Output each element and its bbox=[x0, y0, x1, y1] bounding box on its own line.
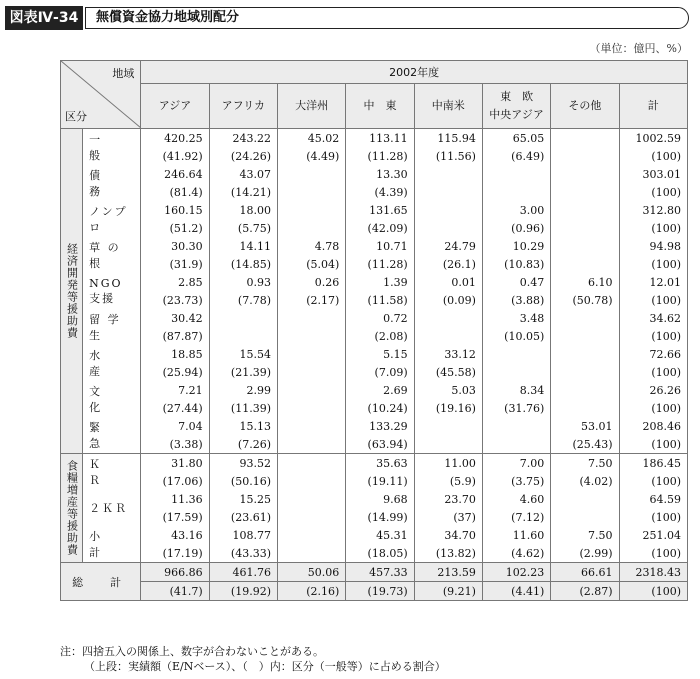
region-header-row bbox=[61, 84, 688, 129]
amount-cell: 5.15 bbox=[346, 345, 414, 363]
amount-cell: 0.93 bbox=[209, 273, 277, 291]
amount-cell: 7.00 bbox=[482, 454, 550, 473]
share-cell: (26.1) bbox=[414, 255, 482, 273]
share-cell bbox=[482, 435, 550, 454]
table-row bbox=[61, 255, 688, 273]
amount-cell: 1.39 bbox=[346, 273, 414, 291]
amount-cell: 312.80 bbox=[619, 201, 687, 219]
table-row bbox=[61, 399, 688, 417]
amount-cell: 420.25 bbox=[141, 129, 209, 148]
share-cell: (100) bbox=[619, 327, 687, 345]
table-body bbox=[61, 129, 688, 601]
share-cell bbox=[551, 255, 619, 273]
amount-cell bbox=[277, 417, 345, 435]
amount-cell: 243.22 bbox=[209, 129, 277, 148]
table-row bbox=[61, 309, 688, 327]
amount-cell: 45.31 bbox=[346, 526, 414, 544]
amount-cell bbox=[482, 345, 550, 363]
amount-cell: 94.98 bbox=[619, 237, 687, 255]
share-cell: (7.78) bbox=[209, 291, 277, 309]
share-cell: (7.09) bbox=[346, 363, 414, 381]
amount-cell: 30.30 bbox=[141, 237, 209, 255]
share-cell bbox=[551, 183, 619, 201]
table-row bbox=[61, 435, 688, 454]
region-header: 計 bbox=[619, 84, 687, 129]
amount-cell: 43.16 bbox=[141, 526, 209, 544]
share-cell: (18.05) bbox=[346, 544, 414, 563]
region-header: 大洋州 bbox=[277, 84, 345, 129]
amount-cell bbox=[551, 165, 619, 183]
figure-title-bar bbox=[5, 6, 689, 30]
amount-cell: 2.99 bbox=[209, 381, 277, 399]
share-cell: (41.92) bbox=[141, 147, 209, 165]
share-cell bbox=[551, 363, 619, 381]
share-cell bbox=[277, 327, 345, 345]
amount-cell bbox=[277, 526, 345, 544]
amount-cell: 131.65 bbox=[346, 201, 414, 219]
share-cell: (4.39) bbox=[346, 183, 414, 201]
amount-cell bbox=[414, 309, 482, 327]
amount-cell: 13.30 bbox=[346, 165, 414, 183]
share-cell bbox=[277, 219, 345, 237]
share-cell bbox=[277, 544, 345, 563]
amount-cell: 0.26 bbox=[277, 273, 345, 291]
share-cell: (5.9) bbox=[414, 472, 482, 490]
amount-cell: 30.42 bbox=[141, 309, 209, 327]
year-header: 2002年度 bbox=[141, 61, 688, 84]
total-amount-cell: 2318.43 bbox=[619, 563, 687, 582]
figure-number: 図表Ⅳ-34 bbox=[5, 6, 83, 30]
row-label: 草 の 根 bbox=[83, 237, 141, 273]
share-cell bbox=[551, 399, 619, 417]
amount-cell: 9.68 bbox=[346, 490, 414, 508]
amount-cell bbox=[277, 490, 345, 508]
amount-cell bbox=[277, 454, 345, 473]
share-cell: (10.05) bbox=[482, 327, 550, 345]
share-cell: (63.94) bbox=[346, 435, 414, 454]
table-row bbox=[61, 544, 688, 563]
share-cell: (31.9) bbox=[141, 255, 209, 273]
share-cell: (23.73) bbox=[141, 291, 209, 309]
share-cell: (25.43) bbox=[551, 435, 619, 454]
amount-cell: 2.85 bbox=[141, 273, 209, 291]
share-cell: (5.75) bbox=[209, 219, 277, 237]
amount-cell: 6.10 bbox=[551, 273, 619, 291]
amount-cell: 24.79 bbox=[414, 237, 482, 255]
amount-cell: 7.04 bbox=[141, 417, 209, 435]
amount-cell: 65.05 bbox=[482, 129, 550, 148]
row-label: ノンプロ bbox=[83, 201, 141, 237]
share-cell: (43.33) bbox=[209, 544, 277, 563]
table-row bbox=[61, 273, 688, 291]
amount-cell: 11.36 bbox=[141, 490, 209, 508]
amount-cell: 8.34 bbox=[482, 381, 550, 399]
share-cell: (4.62) bbox=[482, 544, 550, 563]
amount-cell: 4.60 bbox=[482, 490, 550, 508]
share-cell: (2.17) bbox=[277, 291, 345, 309]
share-cell: (37) bbox=[414, 508, 482, 526]
share-cell: (23.61) bbox=[209, 508, 277, 526]
table-row bbox=[61, 291, 688, 309]
total-share-cell: (19.92) bbox=[209, 582, 277, 601]
share-cell: (11.39) bbox=[209, 399, 277, 417]
total-share-cell: (4.41) bbox=[482, 582, 550, 601]
amount-cell: 15.25 bbox=[209, 490, 277, 508]
amount-cell: 53.01 bbox=[551, 417, 619, 435]
group-label: 食糧増産等援助費 bbox=[61, 454, 83, 563]
amount-cell: 18.85 bbox=[141, 345, 209, 363]
share-cell: (0.09) bbox=[414, 291, 482, 309]
unit-label: （単位：億円、%） bbox=[589, 42, 688, 55]
amount-cell: 72.66 bbox=[619, 345, 687, 363]
amount-cell bbox=[551, 345, 619, 363]
amount-cell: 12.01 bbox=[619, 273, 687, 291]
table-row bbox=[61, 327, 688, 345]
table-row bbox=[61, 472, 688, 490]
amount-cell: 7.21 bbox=[141, 381, 209, 399]
table-row bbox=[61, 147, 688, 165]
total-share-cell: (2.16) bbox=[277, 582, 345, 601]
share-cell: (11.28) bbox=[346, 255, 414, 273]
share-cell: (100) bbox=[619, 399, 687, 417]
footnote-1: 注：四捨五入の関係上、数字が合わないことがある。 bbox=[60, 645, 324, 658]
share-cell: (14.21) bbox=[209, 183, 277, 201]
share-cell: (51.2) bbox=[141, 219, 209, 237]
amount-cell: 113.11 bbox=[346, 129, 414, 148]
region-header: 中 東 bbox=[346, 84, 414, 129]
share-cell: (100) bbox=[619, 291, 687, 309]
region-header: アジア bbox=[141, 84, 209, 129]
total-share-cell: (2.87) bbox=[551, 582, 619, 601]
total-amount-cell: 461.76 bbox=[209, 563, 277, 582]
table-row bbox=[61, 219, 688, 237]
total-amount-cell: 102.23 bbox=[482, 563, 550, 582]
amount-cell: 26.26 bbox=[619, 381, 687, 399]
amount-cell: 31.80 bbox=[141, 454, 209, 473]
share-cell bbox=[277, 508, 345, 526]
share-cell: (0.96) bbox=[482, 219, 550, 237]
total-share-cell: (100) bbox=[619, 582, 687, 601]
share-cell: (3.75) bbox=[482, 472, 550, 490]
share-cell bbox=[551, 327, 619, 345]
share-cell: (100) bbox=[619, 183, 687, 201]
amount-cell: 11.60 bbox=[482, 526, 550, 544]
figure-title-frame bbox=[85, 7, 689, 29]
row-label: 債 務 bbox=[83, 165, 141, 201]
share-cell: (13.82) bbox=[414, 544, 482, 563]
share-cell: (81.4) bbox=[141, 183, 209, 201]
share-cell: (100) bbox=[619, 255, 687, 273]
amount-cell: 11.00 bbox=[414, 454, 482, 473]
amount-cell bbox=[209, 309, 277, 327]
share-cell bbox=[277, 435, 345, 454]
row-label: NGO支援 bbox=[83, 273, 141, 309]
share-cell: (6.49) bbox=[482, 147, 550, 165]
share-cell: (42.09) bbox=[346, 219, 414, 237]
amount-cell bbox=[277, 201, 345, 219]
row-label: 留 学 生 bbox=[83, 309, 141, 345]
amount-cell: 93.52 bbox=[209, 454, 277, 473]
share-cell: (14.85) bbox=[209, 255, 277, 273]
share-cell: (31.76) bbox=[482, 399, 550, 417]
total-amount-cell: 66.61 bbox=[551, 563, 619, 582]
amount-cell: 5.03 bbox=[414, 381, 482, 399]
share-cell: (7.12) bbox=[482, 508, 550, 526]
table-row bbox=[61, 165, 688, 183]
amount-cell: 33.12 bbox=[414, 345, 482, 363]
amount-cell bbox=[551, 381, 619, 399]
share-cell: (17.59) bbox=[141, 508, 209, 526]
share-cell bbox=[277, 472, 345, 490]
share-cell: (100) bbox=[619, 508, 687, 526]
row-label: 一 般 bbox=[83, 129, 141, 166]
share-cell: (19.16) bbox=[414, 399, 482, 417]
table-row bbox=[61, 201, 688, 219]
table-row bbox=[61, 129, 688, 148]
share-cell: (24.26) bbox=[209, 147, 277, 165]
share-cell: (3.38) bbox=[141, 435, 209, 454]
share-cell: (25.94) bbox=[141, 363, 209, 381]
amount-cell: 1002.59 bbox=[619, 129, 687, 148]
total-amount-cell: 457.33 bbox=[346, 563, 414, 582]
amount-cell bbox=[551, 129, 619, 148]
amount-cell: 34.70 bbox=[414, 526, 482, 544]
share-cell: (11.56) bbox=[414, 147, 482, 165]
row-label: 小 計 bbox=[83, 526, 141, 563]
share-cell: (5.04) bbox=[277, 255, 345, 273]
amount-cell: 208.46 bbox=[619, 417, 687, 435]
amount-cell: 3.00 bbox=[482, 201, 550, 219]
amount-cell bbox=[277, 381, 345, 399]
amount-cell: 0.01 bbox=[414, 273, 482, 291]
table-row bbox=[61, 363, 688, 381]
share-cell bbox=[209, 327, 277, 345]
table-row bbox=[61, 454, 688, 473]
amount-cell: 15.13 bbox=[209, 417, 277, 435]
amount-cell: 251.04 bbox=[619, 526, 687, 544]
share-cell bbox=[277, 363, 345, 381]
amount-cell: 10.29 bbox=[482, 237, 550, 255]
amount-cell: 64.59 bbox=[619, 490, 687, 508]
amount-cell: 35.63 bbox=[346, 454, 414, 473]
amount-cell bbox=[482, 417, 550, 435]
amount-cell: 246.64 bbox=[141, 165, 209, 183]
row-label: ２ＫＲ bbox=[83, 490, 141, 526]
amount-cell: 186.45 bbox=[619, 454, 687, 473]
amount-cell bbox=[414, 417, 482, 435]
amount-cell: 23.70 bbox=[414, 490, 482, 508]
total-label: 総 計 bbox=[61, 563, 141, 601]
share-cell: (100) bbox=[619, 435, 687, 454]
share-cell bbox=[551, 508, 619, 526]
amount-cell: 0.47 bbox=[482, 273, 550, 291]
amount-cell bbox=[414, 201, 482, 219]
table-row bbox=[61, 526, 688, 544]
row-label: Ｋ Ｒ bbox=[83, 454, 141, 491]
share-cell bbox=[277, 399, 345, 417]
amount-cell: 3.48 bbox=[482, 309, 550, 327]
amount-cell: 7.50 bbox=[551, 454, 619, 473]
footnote-2: （上段：実績額（E/Nベース）、（ ）内：区分（一般等）に占める割合） bbox=[84, 660, 446, 673]
amount-cell bbox=[551, 309, 619, 327]
total-share-cell: (9.21) bbox=[414, 582, 482, 601]
row-label: 文 化 bbox=[83, 381, 141, 417]
share-cell bbox=[414, 435, 482, 454]
header-corner bbox=[61, 61, 141, 129]
amount-cell bbox=[482, 165, 550, 183]
total-share-cell: (19.73) bbox=[346, 582, 414, 601]
total-amount-cell: 50.06 bbox=[277, 563, 345, 582]
share-cell: (4.02) bbox=[551, 472, 619, 490]
share-cell: (100) bbox=[619, 147, 687, 165]
total-share-row bbox=[61, 582, 688, 601]
total-amount-cell: 966.86 bbox=[141, 563, 209, 582]
footnotes bbox=[60, 644, 446, 674]
share-cell: (17.06) bbox=[141, 472, 209, 490]
amount-cell: 108.77 bbox=[209, 526, 277, 544]
share-cell: (17.19) bbox=[141, 544, 209, 563]
amount-cell: 34.62 bbox=[619, 309, 687, 327]
share-cell: (45.58) bbox=[414, 363, 482, 381]
share-cell: (10.24) bbox=[346, 399, 414, 417]
region-header: 東 欧 中央アジア bbox=[482, 84, 550, 129]
amount-cell bbox=[551, 237, 619, 255]
amount-cell: 0.72 bbox=[346, 309, 414, 327]
share-cell: (10.83) bbox=[482, 255, 550, 273]
amount-cell: 14.11 bbox=[209, 237, 277, 255]
share-cell bbox=[414, 219, 482, 237]
amount-cell: 303.01 bbox=[619, 165, 687, 183]
share-cell: (4.49) bbox=[277, 147, 345, 165]
amount-cell bbox=[551, 490, 619, 508]
amount-cell bbox=[414, 165, 482, 183]
amount-cell bbox=[277, 345, 345, 363]
allocation-table bbox=[60, 60, 688, 601]
corner-label-category: 区分 bbox=[65, 110, 87, 123]
total-row bbox=[61, 563, 688, 582]
amount-cell: 160.15 bbox=[141, 201, 209, 219]
corner-label-region: 地域 bbox=[112, 67, 135, 80]
table-row bbox=[61, 237, 688, 255]
share-cell bbox=[551, 219, 619, 237]
region-header: アフリカ bbox=[209, 84, 277, 129]
amount-cell bbox=[277, 165, 345, 183]
share-cell: (3.88) bbox=[482, 291, 550, 309]
amount-cell bbox=[277, 309, 345, 327]
amount-cell: 4.78 bbox=[277, 237, 345, 255]
row-label: 緊 急 bbox=[83, 417, 141, 454]
table-row bbox=[61, 490, 688, 508]
share-cell: (14.99) bbox=[346, 508, 414, 526]
amount-cell: 10.71 bbox=[346, 237, 414, 255]
amount-cell: 133.29 bbox=[346, 417, 414, 435]
share-cell bbox=[551, 147, 619, 165]
share-cell: (50.78) bbox=[551, 291, 619, 309]
share-cell: (19.11) bbox=[346, 472, 414, 490]
figure-title: 無償資金協力地域別配分 bbox=[96, 10, 240, 25]
total-amount-cell: 213.59 bbox=[414, 563, 482, 582]
share-cell bbox=[414, 327, 482, 345]
share-cell: (100) bbox=[619, 544, 687, 563]
table-row bbox=[61, 508, 688, 526]
share-cell: (100) bbox=[619, 219, 687, 237]
region-header: その他 bbox=[551, 84, 619, 129]
row-label: 水 産 bbox=[83, 345, 141, 381]
share-cell: (100) bbox=[619, 472, 687, 490]
table-row bbox=[61, 345, 688, 363]
table-row bbox=[61, 381, 688, 399]
share-cell bbox=[482, 363, 550, 381]
share-cell: (2.99) bbox=[551, 544, 619, 563]
amount-cell: 115.94 bbox=[414, 129, 482, 148]
amount-cell: 43.07 bbox=[209, 165, 277, 183]
group-label: 経済開発等援助費 bbox=[61, 129, 83, 454]
share-cell: (7.26) bbox=[209, 435, 277, 454]
total-share-cell: (41.7) bbox=[141, 582, 209, 601]
share-cell bbox=[482, 183, 550, 201]
share-cell: (87.87) bbox=[141, 327, 209, 345]
amount-cell: 7.50 bbox=[551, 526, 619, 544]
amount-cell: 2.69 bbox=[346, 381, 414, 399]
share-cell: (11.28) bbox=[346, 147, 414, 165]
amount-cell: 45.02 bbox=[277, 129, 345, 148]
share-cell: (27.44) bbox=[141, 399, 209, 417]
share-cell: (11.58) bbox=[346, 291, 414, 309]
share-cell: (2.08) bbox=[346, 327, 414, 345]
share-cell: (100) bbox=[619, 363, 687, 381]
share-cell: (21.39) bbox=[209, 363, 277, 381]
table-row bbox=[61, 417, 688, 435]
share-cell bbox=[414, 183, 482, 201]
region-header: 中南米 bbox=[414, 84, 482, 129]
table-row bbox=[61, 183, 688, 201]
amount-cell: 18.00 bbox=[209, 201, 277, 219]
share-cell bbox=[277, 183, 345, 201]
amount-cell: 15.54 bbox=[209, 345, 277, 363]
share-cell: (50.16) bbox=[209, 472, 277, 490]
amount-cell bbox=[551, 201, 619, 219]
